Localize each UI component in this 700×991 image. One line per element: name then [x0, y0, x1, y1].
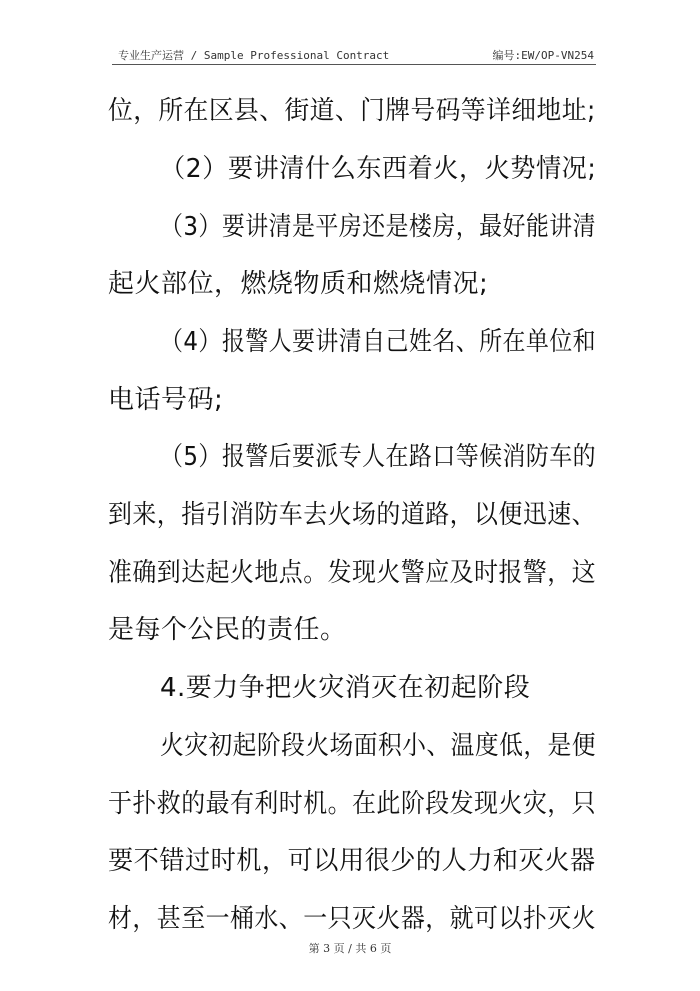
- body-line: （4）报警人要讲清自己姓名、所在单位和: [160, 327, 597, 357]
- page-header: [112, 44, 596, 65]
- body-line: 起火部位，燃烧物质和燃烧情况;: [108, 269, 489, 299]
- body-line: （3）要讲清是平房还是楼房，最好能讲清: [160, 212, 597, 242]
- page-footer: [0, 940, 700, 956]
- header-title: 专业生产运营 / Sample Professional Contract: [118, 49, 390, 62]
- body-line: 要不错过时机，可以用很少的人力和灭火器: [108, 846, 596, 876]
- body-line: （2）要讲清什么东西着火，火势情况;: [160, 154, 597, 184]
- header-document-number: 编号:EW/OP-VN254: [492, 49, 594, 62]
- body-line: 是每个公民的责任。: [108, 615, 347, 645]
- page-number: 第 3 页 / 共 6 页: [308, 942, 392, 955]
- section-heading: 4.要力争把火灾消灭在初起阶段: [160, 673, 531, 703]
- body-line: 火灾初起阶段火场面积小、温度低，是便: [160, 731, 596, 761]
- body-line: 准确到达起火地点。发现火警应及时报警，这: [108, 558, 597, 588]
- body-line: 到来，指引消防车去火场的道路，以便迅速、: [108, 500, 597, 530]
- body-line: 位，所在区县、街道、门牌号码等详细地址;: [108, 96, 596, 126]
- body-line: 电话号码;: [108, 385, 224, 415]
- body-line: （5）报警后要派专人在路口等候消防车的: [160, 442, 597, 472]
- body-line: 于扑救的最有利时机。在此阶段发现火灾，只: [108, 789, 597, 819]
- body-line: 材，甚至一桶水、一只灭火器，就可以扑灭火: [108, 904, 597, 934]
